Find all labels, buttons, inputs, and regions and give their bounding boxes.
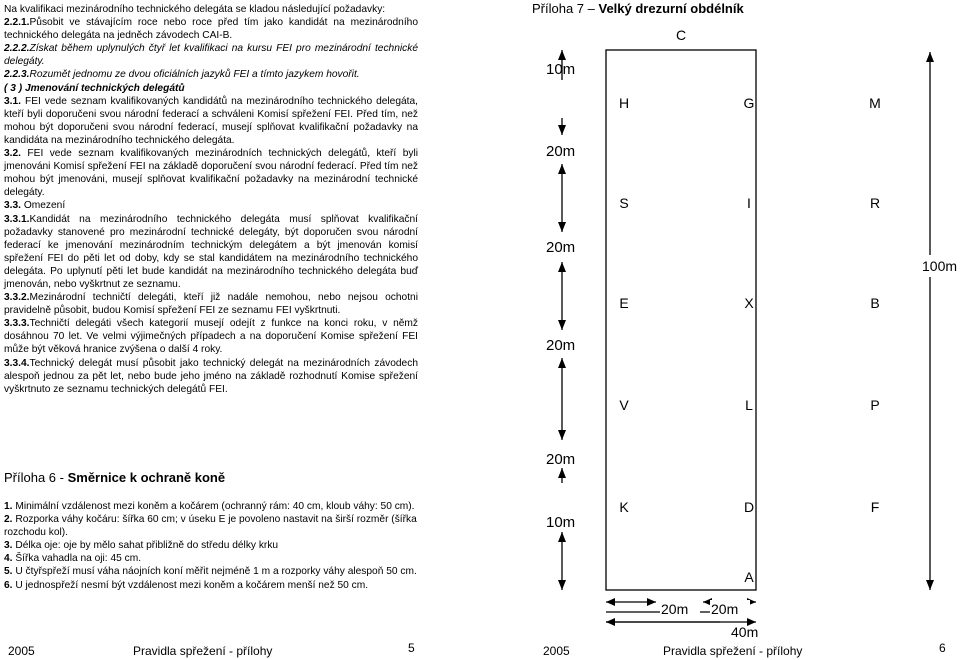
letter-F: F <box>870 499 880 515</box>
letter-P: P <box>870 397 880 413</box>
letter-S: S <box>619 195 629 211</box>
intro-paragraph: Na kvalifikaci mezinárodního technického delegáta se kladou následující požadavky: <box>4 4 386 15</box>
paragraph-3-3-2: 3.3.2.Mezinárodní techničtí delegáti, kteří již nadále nemohou, nebo nejsou ochotni pravidelně působit, budou Komisí spřežení FEI ze seznamu FEI vyškrtnuti. <box>4 292 418 317</box>
paragraph-2-2-1: 2.2.1.Působit ve stávajícím roce nebo roce před tím jako kandidát na mezinárodního technického delegáta na jedněch závodech CAI-B. <box>4 17 418 42</box>
rule-item: 6. U jednospřeží nesmí být vzdálenost mezi koněm a kočárem menší než 50 cm. <box>4 579 369 591</box>
paragraph-3-3-1: 3.3.1.Kandidát na mezinárodního technického delegáta musí splňovat kvalifikační požadavky stanovené pro mezinárodní technické delegáty, být doporučen svou národní federací ke jmenování mezinárodním technickým delegátem a být jmenován komisí spřežení FEI do pěti let od doby, kdy se stal kandidátem na mezinárodního technického delegáta. Po uplynutí pěti let bude kandidát na mezinárodního technického delegáta buď jmenován, nebo vyškrtnut ze seznamu. <box>4 213 418 290</box>
letter-L: L <box>745 397 753 413</box>
width-label-left: 20m <box>661 601 689 617</box>
letter-G: G <box>743 95 755 111</box>
dim-label-20m: 20m <box>546 337 576 354</box>
letter-K: K <box>619 499 629 515</box>
arena-letters <box>619 27 881 585</box>
rule-item: 4. Šířka vahadla na oji: 45 cm. <box>4 553 142 565</box>
letter-A: A <box>744 569 754 585</box>
rule-item: 5. U čtyřspřeží musí váha náojních koní měřit nejméně 1 m a rozporky váhy alespoň 50 cm. <box>4 566 417 578</box>
arrow-head <box>926 52 934 62</box>
arrow-head <box>926 580 934 590</box>
width-label-right: 20m <box>711 601 739 617</box>
letter-C: C <box>675 27 687 43</box>
horse-protection-rules <box>4 500 418 592</box>
paragraph-2-2-2: 2.2.2.Získat během uplynulých čtyř let kvalifikaci na kursu FEI pro mezinárodní technické delegáty. <box>4 43 418 68</box>
width-label-total: 40m <box>731 624 759 640</box>
letter-E: E <box>619 295 629 311</box>
rule-item: 3. Délka oje: oje by mělo sahat přibližně do středu délky krku <box>4 540 279 552</box>
rule-item: 2. Rozporka váhy kočáru: šířka 60 cm; v úseku E je povoleno nastavit na širší rozměr (šířka rozchodu kol). <box>4 514 417 539</box>
page-number-right: 6 <box>939 641 946 655</box>
letter-R: R <box>869 195 881 211</box>
dressage-arena-diagram <box>420 0 960 645</box>
footer-right-year: 2005 <box>543 644 570 658</box>
letter-B: B <box>870 295 880 311</box>
letter-V: V <box>619 397 629 413</box>
footer-right-title: Pravidla spřežení - přílohy <box>663 644 803 658</box>
annex-6-heading: Příloha 6 - Směrnice k ochraně koně <box>4 470 226 485</box>
dim-label-20m: 20m <box>546 143 576 160</box>
letter-X: X <box>744 295 754 311</box>
length-label-100m: 100m <box>922 258 958 274</box>
heading-section-3: ( 3 ) Jmenování technických delegátů <box>4 82 185 94</box>
dim-label-20m: 20m <box>546 239 576 256</box>
paragraph-2-2-3: 2.2.3.Rozumět jednomu ze dvou oficiálních jazyků FEI a tímto jazykem hovořit. <box>4 69 360 81</box>
paragraph-3-3-3: 3.3.3.Techničtí delegáti všech kategorií musejí odejít z funkce na konci roku, v němž dosáhnou 70 let. Ve velmi výjimečných případech a na doporučení Komise spřežení FEI může být věková hranice zvýšena o další 4 roky. <box>4 318 418 356</box>
annex-7-heading: Příloha 7 – Velký drezurní obdélník <box>532 1 744 16</box>
footer-left-title: Pravidla spřežení - přílohy <box>133 644 273 658</box>
dim-label-10m-top: 10m <box>546 61 576 78</box>
paragraph-3-1: 3.1. FEI vede seznam kvalifikovaných kandidátů na mezinárodního technického delegáta, kteří byli doporučeni svou národní federací a schváleni Komisí spřežení FEI. Před tím, než mohou být doporučeni svou národní federací, musejí splňovat kvalifikační požadavky na kandidáta na mezinárodního technického delegáta. <box>4 95 418 146</box>
left-column <box>4 3 418 396</box>
length-arrowheads <box>558 50 566 590</box>
paragraph-3-3: 3.3. Omezení <box>4 200 66 212</box>
page-number-left: 5 <box>408 641 415 655</box>
letter-I: I <box>747 195 751 211</box>
rule-item: 1. Minimální vzdálenost mezi koněm a kočárem (ochranný rám: 40 cm, kloub váhy: 50 cm). <box>4 501 415 512</box>
paragraph-3-2: 3.2. FEI vede seznam kvalifikovaných mezinárodních technických delegátů, kteří byli jmenováni Komisí spřežení FEI na základě doporučení svou národní federací. Před tím než mohou být jmenováni, musejí splňovat kvalifikační požadavky na mezinárodní technické delegáty. <box>4 148 418 199</box>
paragraph-3-3-4: 3.3.4.Technický delegát musí působit jako technický delegát na mezinárodních závodech alespoň jednou za pět let, nebo bude jeho jméno na základě rozhodnutí Komise spřežení vyškrtnuto ze seznamu technických delegátů FEI. <box>4 357 418 395</box>
letter-M: M <box>869 95 881 111</box>
dim-label-10m-bottom: 10m <box>546 514 576 531</box>
letter-H: H <box>618 95 630 111</box>
dim-label-20m: 20m <box>546 451 576 468</box>
footer-left-year: 2005 <box>8 644 35 658</box>
letter-D: D <box>743 499 755 515</box>
